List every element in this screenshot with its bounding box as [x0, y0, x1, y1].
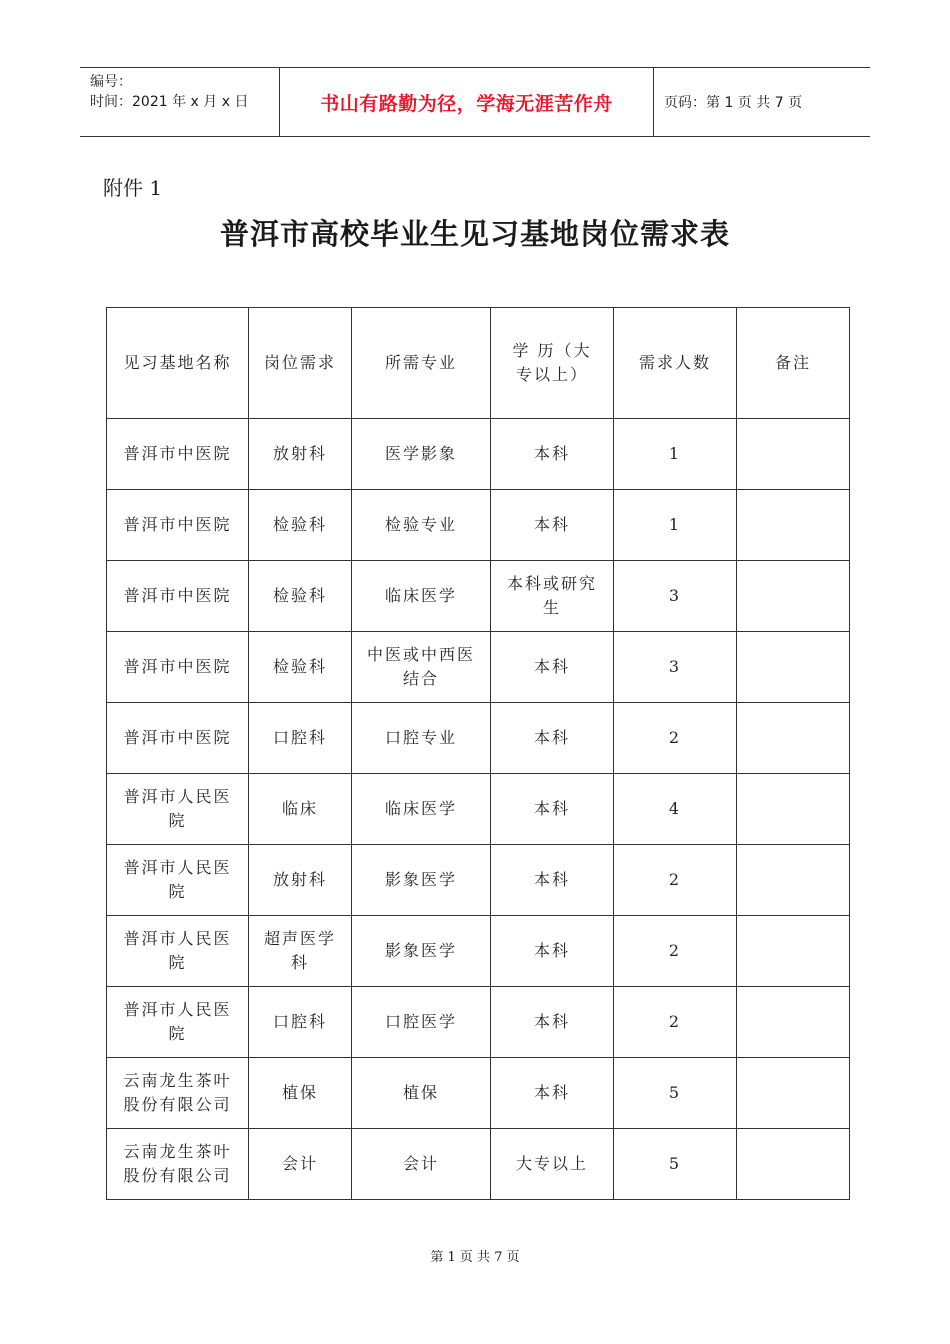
position-cell: 植保 [249, 1058, 352, 1129]
table-row [107, 916, 850, 987]
education-cell: 本科 [491, 1058, 614, 1129]
base-name-cell: 普洱市中医院 [107, 632, 249, 703]
remark-cell [737, 1058, 850, 1129]
remark-cell [737, 916, 850, 987]
education-cell: 本科 [491, 987, 614, 1058]
table-row [107, 1058, 850, 1129]
table-row [107, 490, 850, 561]
page-footer: 第 1 页 共 7 页 [430, 1250, 520, 1265]
major-cell: 植保 [352, 1058, 491, 1129]
count-cell: 3 [614, 561, 737, 632]
header-motto: 书山有路勤为径，学海无涯苦作舟 [280, 68, 654, 136]
base-name-cell: 普洱市中医院 [107, 490, 249, 561]
base-name-cell: 普洱市人民医院 [107, 916, 249, 987]
education-cell: 本科 [491, 703, 614, 774]
table-row [107, 1129, 850, 1200]
education-cell: 本科 [491, 774, 614, 845]
count-cell: 1 [614, 419, 737, 490]
position-cell: 会计 [249, 1129, 352, 1200]
table-header-row [107, 308, 850, 419]
count-cell: 3 [614, 632, 737, 703]
education-cell: 本科 [491, 845, 614, 916]
education-cell: 本科或研究生 [491, 561, 614, 632]
column-header: 需求人数 [614, 308, 737, 419]
major-cell: 临床医学 [352, 561, 491, 632]
major-cell: 会计 [352, 1129, 491, 1200]
base-name-cell: 普洱市中医院 [107, 561, 249, 632]
base-name-cell: 云南龙生茶叶股份有限公司 [107, 1058, 249, 1129]
education-cell: 本科 [491, 419, 614, 490]
remark-cell [737, 419, 850, 490]
education-cell: 本科 [491, 490, 614, 561]
count-cell: 1 [614, 490, 737, 561]
education-cell: 大专以上 [491, 1129, 614, 1200]
table-row [107, 774, 850, 845]
position-cell: 检验科 [249, 632, 352, 703]
count-cell: 5 [614, 1058, 737, 1129]
position-cell: 临床 [249, 774, 352, 845]
document-time-label: 时间：2021 年 x 月 x 日 [90, 94, 249, 110]
header-meta [80, 68, 280, 136]
count-cell: 2 [614, 987, 737, 1058]
column-header: 备注 [737, 308, 850, 419]
major-cell: 口腔医学 [352, 987, 491, 1058]
header-page-number: 页码：第 1 页 共 7 页 [664, 95, 803, 111]
count-cell: 2 [614, 916, 737, 987]
document-number-label: 编号： [90, 74, 132, 90]
major-cell: 影象医学 [352, 845, 491, 916]
position-cell: 放射科 [249, 845, 352, 916]
position-cell: 口腔科 [249, 703, 352, 774]
remark-cell [737, 632, 850, 703]
table-row [107, 703, 850, 774]
base-name-cell: 普洱市人民医院 [107, 845, 249, 916]
page-header [80, 67, 870, 137]
major-cell: 检验专业 [352, 490, 491, 561]
position-cell: 超声医学科 [249, 916, 352, 987]
count-cell: 2 [614, 845, 737, 916]
major-cell: 口腔专业 [352, 703, 491, 774]
remark-cell [737, 987, 850, 1058]
table-row [107, 632, 850, 703]
table-row [107, 561, 850, 632]
remark-cell [737, 561, 850, 632]
remark-cell [737, 774, 850, 845]
major-cell: 影象医学 [352, 916, 491, 987]
count-cell: 2 [614, 703, 737, 774]
education-cell: 本科 [491, 916, 614, 987]
table-row [107, 845, 850, 916]
requirements-table [106, 307, 850, 1200]
column-header: 见习基地名称 [107, 308, 249, 419]
base-name-cell: 普洱市人民医院 [107, 774, 249, 845]
major-cell: 中医或中西医结合 [352, 632, 491, 703]
table-row [107, 419, 850, 490]
attachment-label: 附件 1 [103, 176, 163, 200]
base-name-cell: 普洱市中医院 [107, 703, 249, 774]
major-cell: 临床医学 [352, 774, 491, 845]
table-row [107, 987, 850, 1058]
major-cell: 医学影象 [352, 419, 491, 490]
count-cell: 5 [614, 1129, 737, 1200]
remark-cell [737, 1129, 850, 1200]
remark-cell [737, 703, 850, 774]
position-cell: 口腔科 [249, 987, 352, 1058]
remark-cell [737, 845, 850, 916]
column-header: 岗位需求 [249, 308, 352, 419]
education-cell: 本科 [491, 632, 614, 703]
document-title: 普洱市高校毕业生见习基地岗位需求表 [219, 217, 730, 251]
column-header: 学 历（大专以上） [491, 308, 614, 419]
position-cell: 放射科 [249, 419, 352, 490]
base-name-cell: 普洱市人民医院 [107, 987, 249, 1058]
column-header: 所需专业 [352, 308, 491, 419]
base-name-cell: 云南龙生茶叶股份有限公司 [107, 1129, 249, 1200]
position-cell: 检验科 [249, 490, 352, 561]
position-cell: 检验科 [249, 561, 352, 632]
remark-cell [737, 490, 850, 561]
count-cell: 4 [614, 774, 737, 845]
base-name-cell: 普洱市中医院 [107, 419, 249, 490]
